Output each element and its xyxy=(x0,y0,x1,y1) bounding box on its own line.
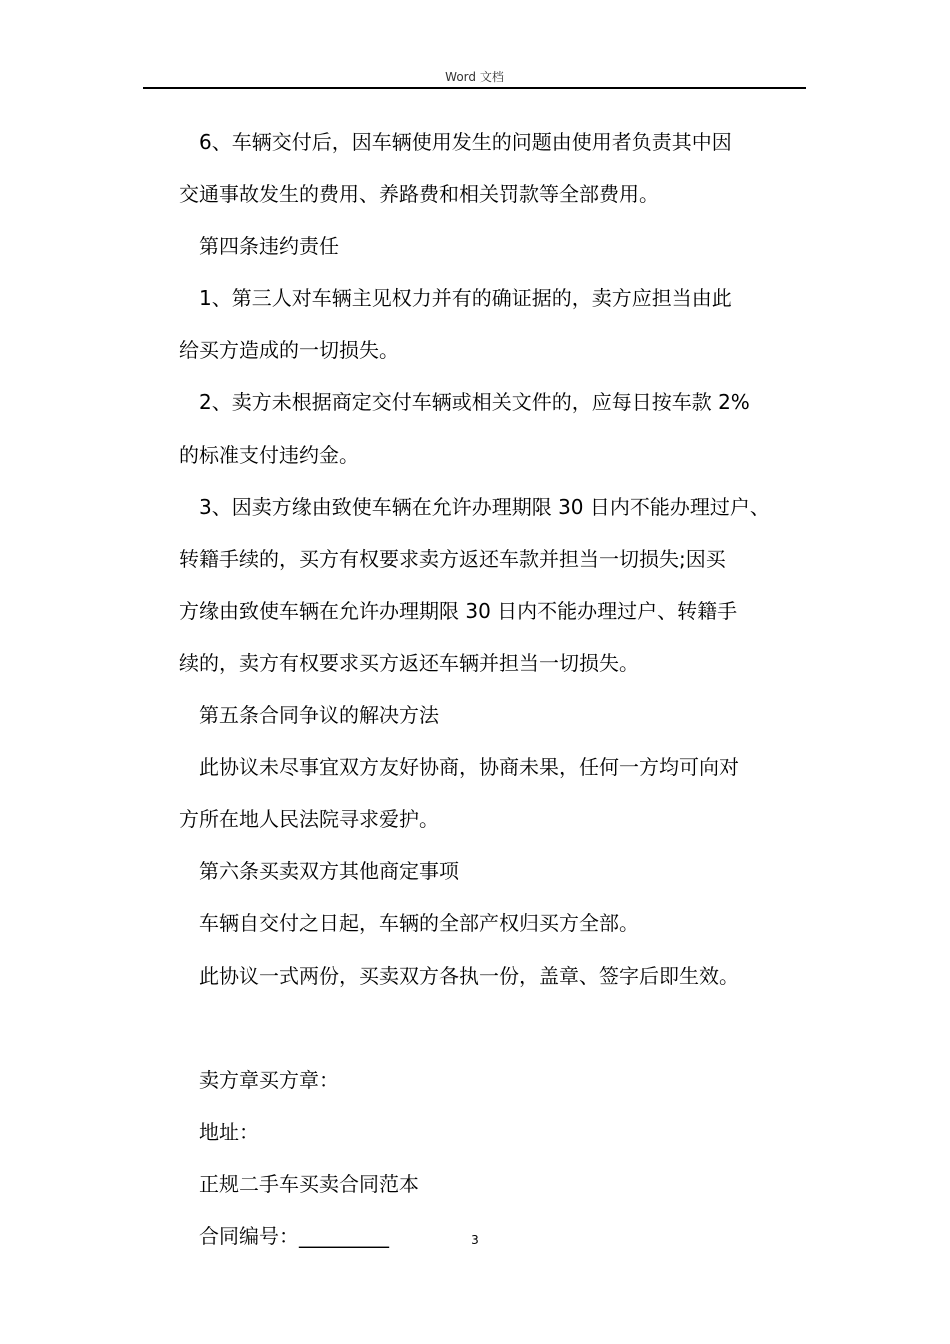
paragraph-line: 转籍手续的，买方有权要求卖方返还车款并担当一切损失;因买 xyxy=(179,546,726,571)
address-line: 地址： xyxy=(199,1119,259,1144)
contract-number-line: 合同编号：_________ xyxy=(199,1223,389,1248)
section-heading: 正规二手车买卖合同范本 xyxy=(199,1171,419,1196)
section-heading: 第五条合同争议的解决方法 xyxy=(199,703,439,728)
paragraph-line: 3、因卖方缘由致使车辆在允许办理期限 30 日内不能办理过户、 xyxy=(199,494,770,519)
page-number: 3 xyxy=(471,1233,479,1247)
paragraph-line: 交通事故发生的费用、养路费和相关罚款等全部费用。 xyxy=(179,182,659,207)
signature-line: 卖方章买方章： xyxy=(199,1067,339,1092)
section-heading: 第四条违约责任 xyxy=(199,234,339,259)
paragraph-line: 方缘由致使车辆在允许办理期限 30 日内不能办理过户、转籍手 xyxy=(179,598,738,623)
paragraph-line: 给买方造成的一切损失。 xyxy=(179,338,399,363)
paragraph-line: 方所在地人民法院寻求爱护。 xyxy=(179,807,439,832)
page-header: Word 文档 xyxy=(445,70,504,84)
paragraph-line: 的标准支付违约金。 xyxy=(179,442,359,467)
paragraph-line: 此协议未尽事宜双方友好协商，协商未果，任何一方均可向对 xyxy=(199,755,739,780)
paragraph-line: 2、卖方未根据商定交付车辆或相关文件的，应每日按车款 2% xyxy=(199,390,750,415)
paragraph-line: 6、车辆交付后，因车辆使用发生的问题由使用者负责其中因 xyxy=(199,130,732,154)
header-divider xyxy=(143,87,806,89)
blank-line xyxy=(179,1016,819,1041)
section-heading: 第六条买卖双方其他商定事项 xyxy=(199,859,459,884)
paragraph-line: 车辆自交付之日起，车辆的全部产权归买方全部。 xyxy=(199,911,639,936)
paragraph-line: 续的，卖方有权要求买方返还车辆并担当一切损失。 xyxy=(179,650,639,675)
paragraph-line: 1、第三人对车辆主见权力并有的确证据的，卖方应担当由此 xyxy=(199,286,732,311)
document-body xyxy=(179,130,819,1276)
paragraph-line: 此协议一式两份，买卖双方各执一份，盖章、签字后即生效。 xyxy=(199,963,739,988)
